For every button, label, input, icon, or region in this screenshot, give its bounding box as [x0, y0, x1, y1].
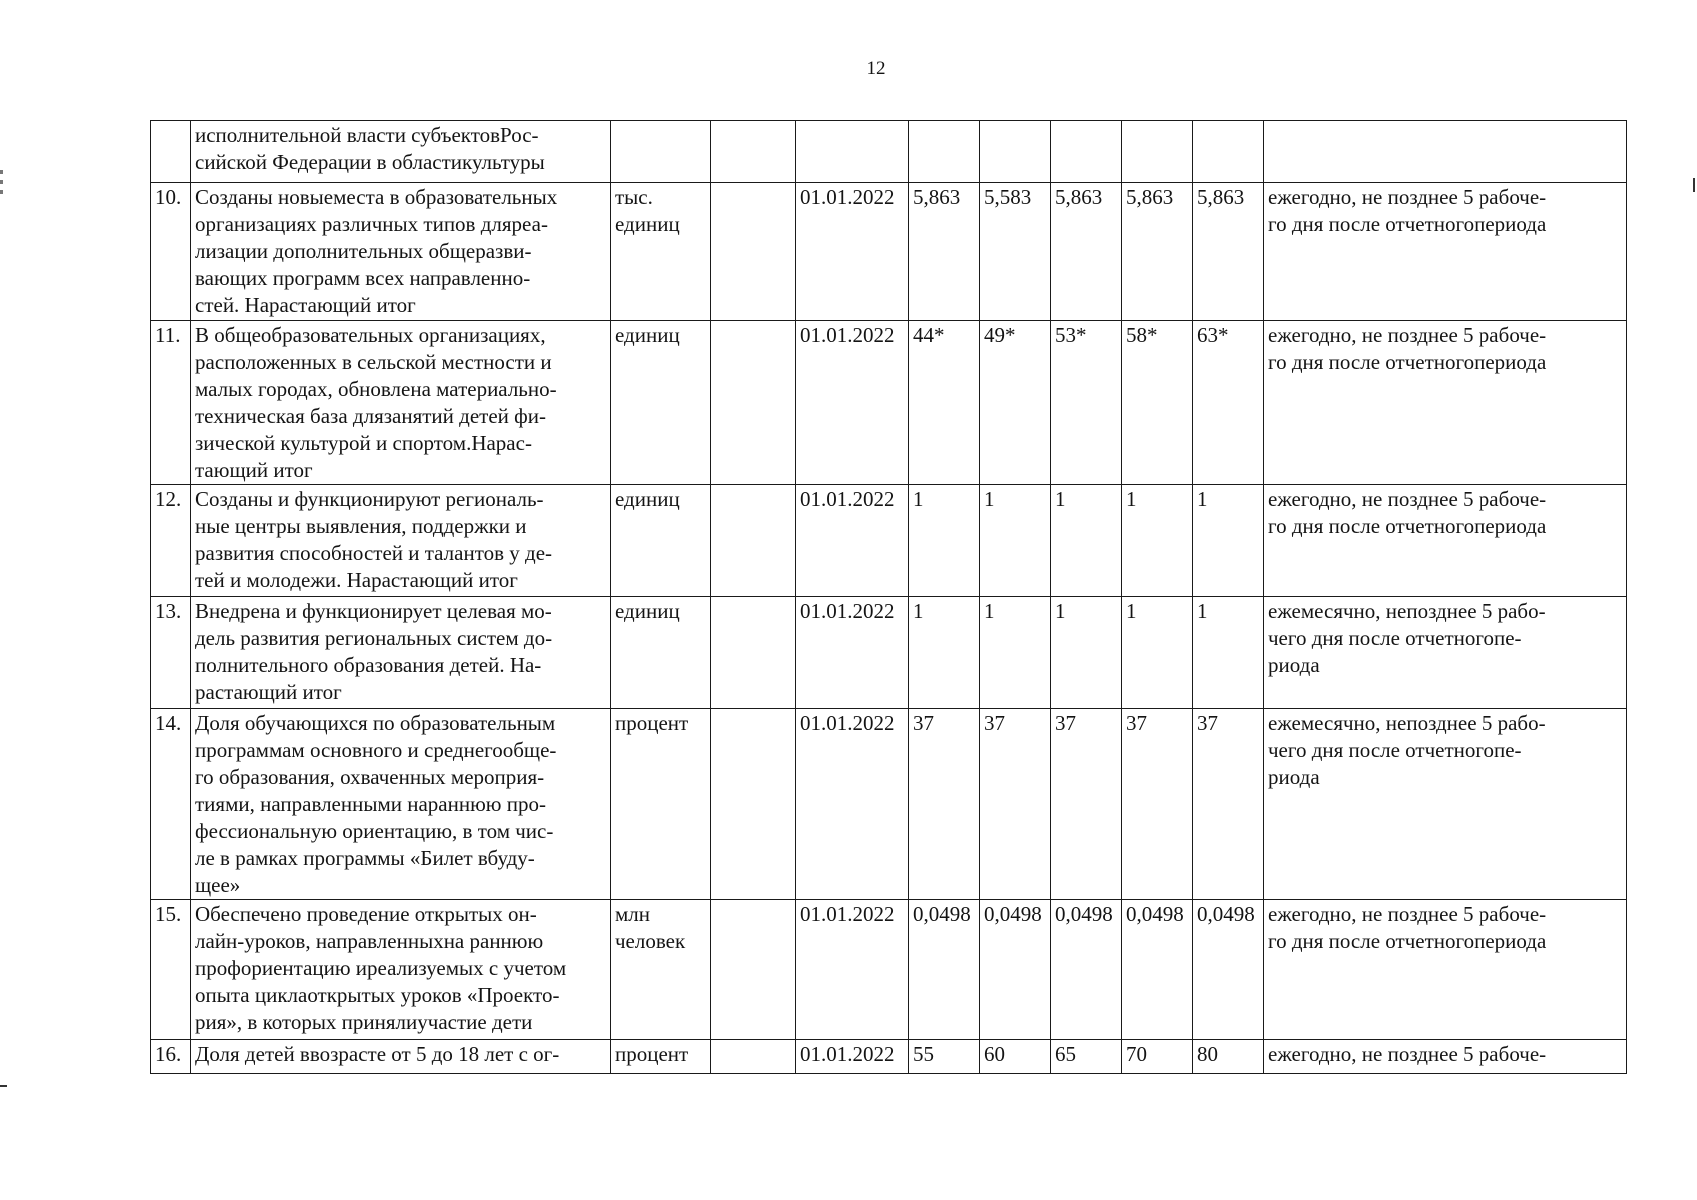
value-2: 5,583	[980, 183, 1051, 321]
base-date: 01.01.2022	[796, 709, 909, 900]
value-4: 58*	[1122, 321, 1193, 485]
value-4: 1	[1122, 597, 1193, 709]
indicator-name: исполнительной власти субъектовРос- сийской Федерации в областикультуры	[191, 121, 611, 183]
indicators-table	[150, 120, 1627, 1074]
row-number: 15.	[151, 900, 191, 1040]
reporting-frequency: ежегодно, не позднее 5 рабоче- го дня после отчетногопериода	[1264, 321, 1627, 485]
value-2: 1	[980, 597, 1051, 709]
base-date: 01.01.2022	[796, 1040, 909, 1074]
scan-edge-mark	[0, 1085, 7, 1087]
row-number	[151, 121, 191, 183]
indicator-name: Обеспечено проведение открытых он- лайн-уроков, направленныхна раннюю профориентацию иреализуемых с учетом опыта циклаоткрытых уроков «Проекто- рия», в которых принялиучастие дети	[191, 900, 611, 1040]
reporting-frequency: ежемесячно, непозднее 5 рабо- чего дня после отчетногопе- риода	[1264, 597, 1627, 709]
value-5: 5,863	[1193, 183, 1264, 321]
table-row	[151, 485, 1627, 597]
value-3: 1	[1051, 485, 1122, 597]
value-3: 53*	[1051, 321, 1122, 485]
row-number: 10.	[151, 183, 191, 321]
page-number: 12	[866, 58, 886, 79]
scan-edge-marks	[0, 170, 6, 210]
indicator-name: Доля детей ввозрасте от 5 до 18 лет с ог-	[191, 1040, 611, 1074]
value-1: 0,0498	[909, 900, 980, 1040]
value-3	[1051, 121, 1122, 183]
value-2	[980, 121, 1051, 183]
base-date: 01.01.2022	[796, 321, 909, 485]
table-row	[151, 900, 1627, 1040]
empty-cell	[711, 321, 796, 485]
row-number: 12.	[151, 485, 191, 597]
value-4: 70	[1122, 1040, 1193, 1074]
indicator-name: В общеобразовательных организациях, расположенных в сельской местности и малых городах, обновлена материально- техническая база длязанятий детей фи- зической культурой и спортом.Нарас- тающий итог	[191, 321, 611, 485]
value-3: 1	[1051, 597, 1122, 709]
reporting-frequency: ежегодно, не позднее 5 рабоче- го дня после отчетногопериода	[1264, 183, 1627, 321]
unit-of-measure	[611, 121, 711, 183]
reporting-frequency: ежемесячно, непозднее 5 рабо- чего дня после отчетногопе- риода	[1264, 709, 1627, 900]
empty-cell	[711, 485, 796, 597]
value-4	[1122, 121, 1193, 183]
empty-cell	[711, 597, 796, 709]
table-row	[151, 183, 1627, 321]
indicator-name: Внедрена и функционирует целевая мо- дель развития региональных систем до- полнительного образования детей. На- растающий итог	[191, 597, 611, 709]
row-number: 13.	[151, 597, 191, 709]
value-1	[909, 121, 980, 183]
empty-cell	[711, 900, 796, 1040]
value-1: 1	[909, 485, 980, 597]
value-3: 0,0498	[1051, 900, 1122, 1040]
table-row	[151, 321, 1627, 485]
value-2: 60	[980, 1040, 1051, 1074]
value-1: 37	[909, 709, 980, 900]
base-date	[796, 121, 909, 183]
value-5: 63*	[1193, 321, 1264, 485]
reporting-frequency: ежегодно, не позднее 5 рабоче- го дня после отчетногопериода	[1264, 485, 1627, 597]
scan-edge-mark	[1693, 178, 1695, 192]
value-5	[1193, 121, 1264, 183]
row-number: 16.	[151, 1040, 191, 1074]
unit-of-measure: тыс. единиц	[611, 183, 711, 321]
base-date: 01.01.2022	[796, 597, 909, 709]
unit-of-measure: процент	[611, 1040, 711, 1074]
value-1: 5,863	[909, 183, 980, 321]
value-5: 1	[1193, 485, 1264, 597]
value-5: 37	[1193, 709, 1264, 900]
empty-cell	[711, 121, 796, 183]
base-date: 01.01.2022	[796, 183, 909, 321]
value-1: 44*	[909, 321, 980, 485]
table-row	[151, 1040, 1627, 1074]
table-body	[151, 121, 1627, 1074]
reporting-frequency: ежегодно, не позднее 5 рабоче-	[1264, 1040, 1627, 1074]
value-3: 65	[1051, 1040, 1122, 1074]
table-row	[151, 597, 1627, 709]
value-4: 1	[1122, 485, 1193, 597]
value-1: 55	[909, 1040, 980, 1074]
empty-cell	[711, 183, 796, 321]
base-date: 01.01.2022	[796, 485, 909, 597]
value-2: 37	[980, 709, 1051, 900]
row-number: 14.	[151, 709, 191, 900]
base-date: 01.01.2022	[796, 900, 909, 1040]
value-2: 0,0498	[980, 900, 1051, 1040]
indicator-name: Доля обучающихся по образовательным программам основного и среднегообще- го образования, охваченных мероприя- тиями, направленными нараннюю про- фессиональную ориентацию, в том чис- ле в рамках программы «Билет вбуду- щее»	[191, 709, 611, 900]
unit-of-measure: единиц	[611, 597, 711, 709]
value-2: 1	[980, 485, 1051, 597]
table-row	[151, 709, 1627, 900]
unit-of-measure: процент	[611, 709, 711, 900]
value-5: 1	[1193, 597, 1264, 709]
unit-of-measure: млн человек	[611, 900, 711, 1040]
unit-of-measure: единиц	[611, 321, 711, 485]
table-row	[151, 121, 1627, 183]
value-5: 0,0498	[1193, 900, 1264, 1040]
empty-cell	[711, 709, 796, 900]
reporting-frequency	[1264, 121, 1627, 183]
value-1: 1	[909, 597, 980, 709]
value-5: 80	[1193, 1040, 1264, 1074]
indicator-name: Созданы новыеместа в образовательных организациях различных типов дляреа- лизации дополнительных общеразви- вающих программ всех направленно- стей. Нарастающий итог	[191, 183, 611, 321]
value-4: 37	[1122, 709, 1193, 900]
value-3: 37	[1051, 709, 1122, 900]
value-2: 49*	[980, 321, 1051, 485]
value-3: 5,863	[1051, 183, 1122, 321]
value-4: 5,863	[1122, 183, 1193, 321]
indicator-name: Созданы и функционируют региональ- ные центры выявления, поддержки и развития способностей и талантов у де- тей и молодежи. Нарастающий итог	[191, 485, 611, 597]
row-number: 11.	[151, 321, 191, 485]
value-4: 0,0498	[1122, 900, 1193, 1040]
unit-of-measure: единиц	[611, 485, 711, 597]
empty-cell	[711, 1040, 796, 1074]
reporting-frequency: ежегодно, не позднее 5 рабоче- го дня после отчетногопериода	[1264, 900, 1627, 1040]
